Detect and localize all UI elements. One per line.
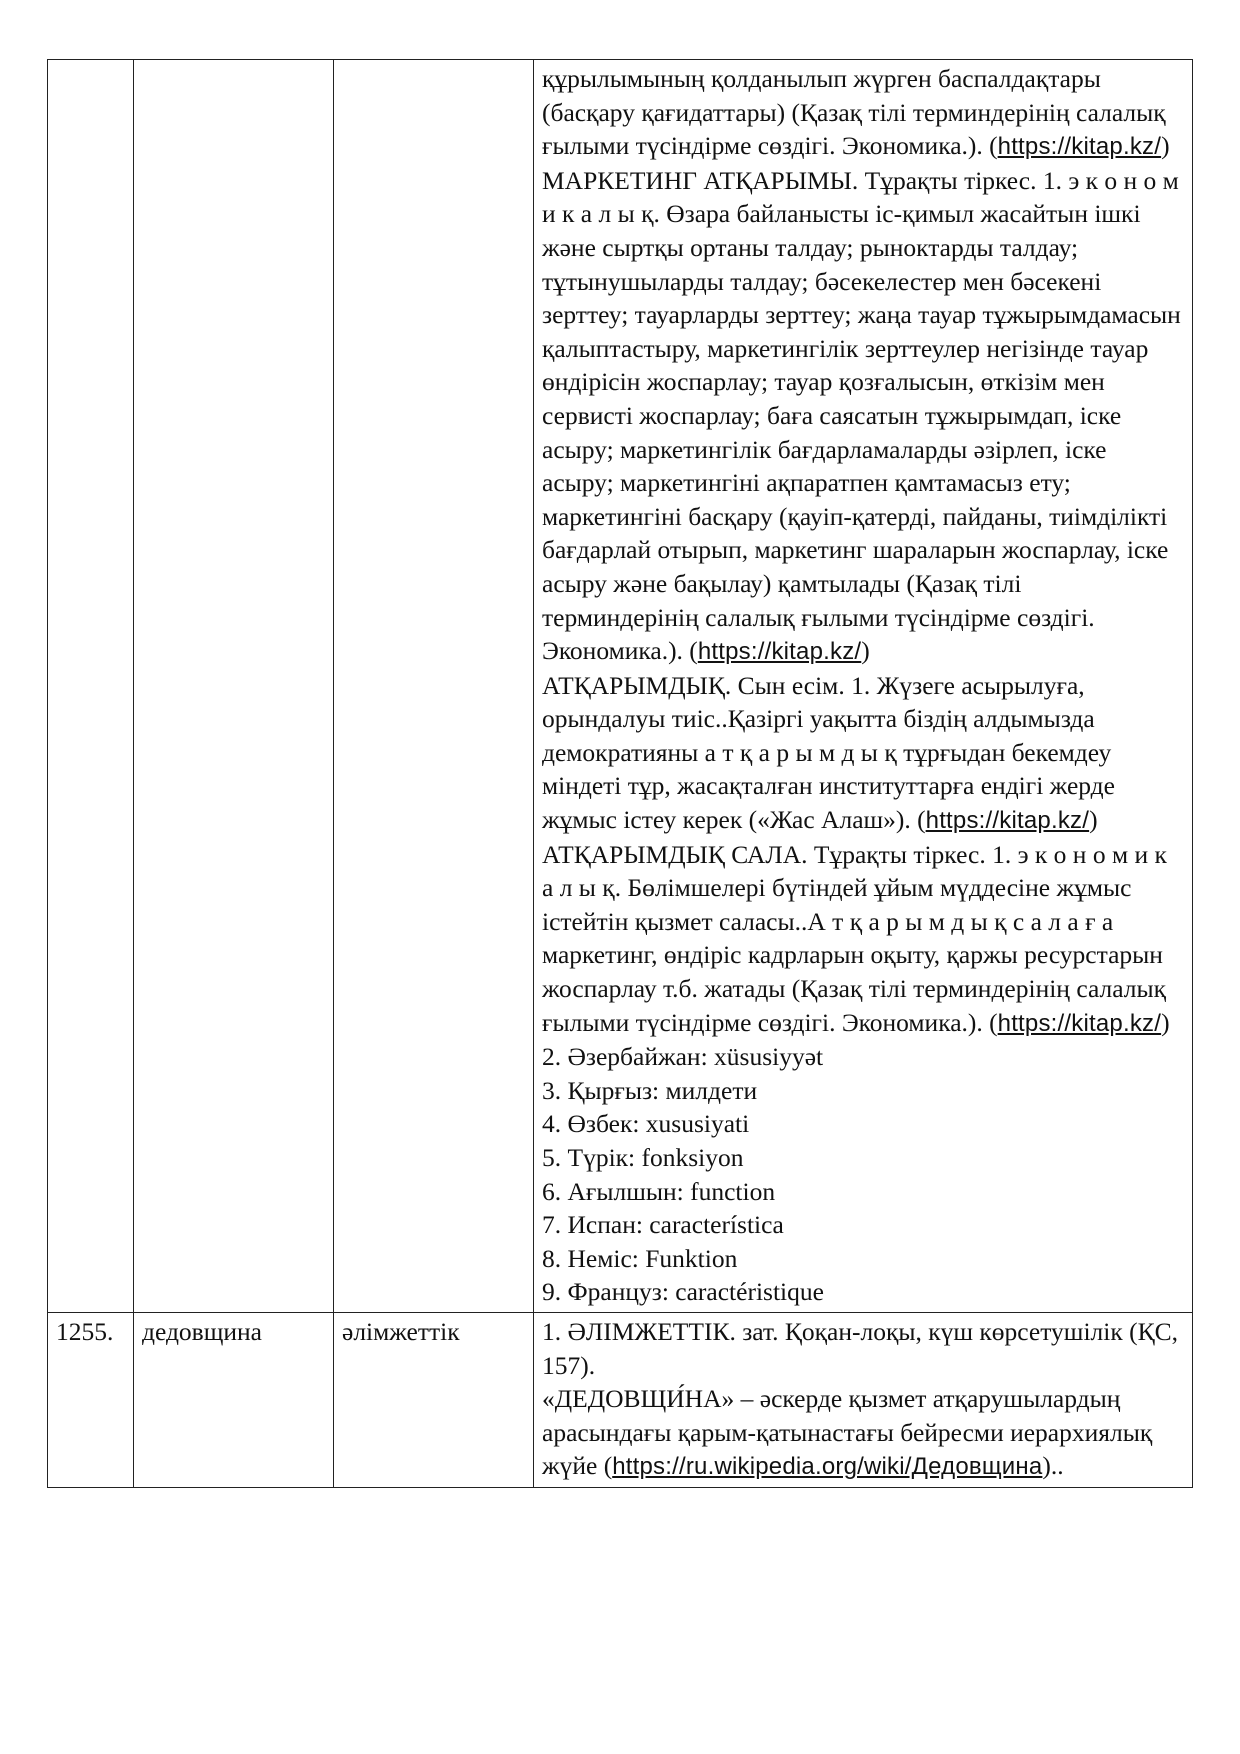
definition-paragraph [542,1382,1184,1484]
kazakh-term-cell: әлімжеттік [334,1312,534,1487]
definition-paragraph [542,1315,1184,1382]
closing-text: ) [1161,131,1170,161]
source-link[interactable]: https://kitap.kz/ [997,1009,1162,1037]
definition-paragraph [542,1275,1184,1309]
source-link[interactable]: https://kitap.kz/ [925,807,1090,835]
closing-text: ) [861,636,870,666]
definition-text: АТҚАРЫМДЫҚ. Сын есім. 1. Жүзеге асырылуға, орындалуы тиіс..Қазіргі уақытта біздің алдымызда демократияны а т қ а р ы м д ы қ тұрғыдан бекемдеу міндеті тұр, жасақталған институттарға ендігі жерде жұмыс істеу керек («Жас Алаш»). ( [542,670,1115,835]
definition-paragraph [542,1242,1184,1276]
definition-text: 8. Неміс: Funktion [542,1243,738,1273]
source-link[interactable]: https://kitap.kz/ [697,638,862,666]
definition-text: 2. Әзербайжан: xüsusiyyət [542,1042,824,1072]
definition-paragraph [542,1175,1184,1209]
definition-text: 6. Ағылшын: function [542,1176,776,1206]
russian-term-cell: дедовщина [134,1312,334,1487]
definition-cell [534,1312,1193,1487]
russian-term-cell [134,60,334,1313]
definition-text: 5. Түрік: fonksiyon [542,1143,744,1172]
definition-paragraph [542,669,1184,838]
definition-paragraph [542,164,1184,669]
definition-text: құрылымының қолданылып жүрген баспалдақтары (басқару қағидаттары) (Қазақ тілі терминдерінің салалық ғылыми түсіндірме сөздігі. Экономика.). ( [542,64,1166,161]
kazakh-term-cell [334,60,534,1313]
definition-paragraph [542,1107,1184,1141]
definition-text: 4. Өзбек: xususiyati [542,1109,750,1139]
closing-text: ).. [1042,1451,1064,1481]
source-link[interactable]: https://kitap.kz/ [997,133,1162,161]
definition-text: МАРКЕТИНГ АТҚАРЫМЫ. Тұрақты тіркес. 1. э к о н о м и к а л ы қ. Өзара байланысты іс-қимыл жасайтын ішкі және сыртқы ортаны талдау; рыноктарды талдау; тұтынушыларды талдау; бәсекелестер мен бәсекені зерттеу; тауарларды зерттеу; жаңа тауар тұжырымдамасын қалыптастыру, маркетингілік зерттеулер негізінде тауар өндірісін жоспарлау; тауар қозғалысын, өткізім мен сервисті жоспарлау; баға саясатын тұжырымдап, іске асыру; маркетингілік бағдарламаларды әзірлеп, іске асыру; маркетингіні ақпаратпен қамтамасыз ету; маркетингіні басқару (қауіп-қатерді, пайданы, тиімділікті бағдарлай отырып, маркетинг шараларын жоспарлау, іске асыру және бақылау) қамтылады (Қазақ тілі терминдерінің салалық ғылыми түсіндірме сөздігі. Экономика.). ( [542,165,1181,666]
table-body [48,60,1193,1488]
definition-text: 7. Испан: característica [542,1210,784,1240]
entry-number-cell: 1255. [48,1312,134,1487]
definition-text: 3. Қырғыз: милдети [542,1075,758,1105]
table-row [48,1312,1193,1487]
definition-text: «ДЕДОВЩИ́НА» – әскерде қызмет атқарушылардың арасындағы қарым-қатынастағы бейресми иерархиялық жүйе ( [542,1384,1153,1481]
definition-text: 1. ӘЛІМЖЕТТІК. зат. Қоқан-лоқы, күш көрсетушілік (ҚС, 157). [542,1316,1178,1380]
definition-paragraph [542,62,1184,164]
definition-paragraph [542,838,1184,1041]
definition-paragraph [542,1074,1184,1108]
definition-paragraph [542,1208,1184,1242]
dictionary-table [47,59,1193,1488]
definition-text: 9. Француз: caractéristique [542,1277,824,1307]
table-row [48,60,1193,1313]
source-link[interactable]: https://ru.wikipedia.org/wiki/Дедовщина [612,1453,1043,1481]
definition-paragraph [542,1141,1184,1175]
entry-number-cell [48,60,134,1313]
definition-text: АТҚАРЫМДЫҚ САЛА. Тұрақты тіркес. 1. э к о н о м и к а л ы қ. Бөлімшелері бүтіндей ұйым мүддесіне жұмыс істейтін қызмет саласы..А т қ а р ы м д ы қ с а л а ғ а маркетинг, өндіріс кадрларын оқыту, қаржы ресурстарын жоспарлау т.б. жатады (Қазақ тілі терминдерінің салалық ғылыми түсіндірме сөздігі. Экономика.). ( [542,839,1167,1037]
closing-text: ) [1161,1007,1170,1037]
definition-paragraph [542,1040,1184,1074]
closing-text: ) [1089,805,1098,835]
definition-cell [534,60,1193,1313]
